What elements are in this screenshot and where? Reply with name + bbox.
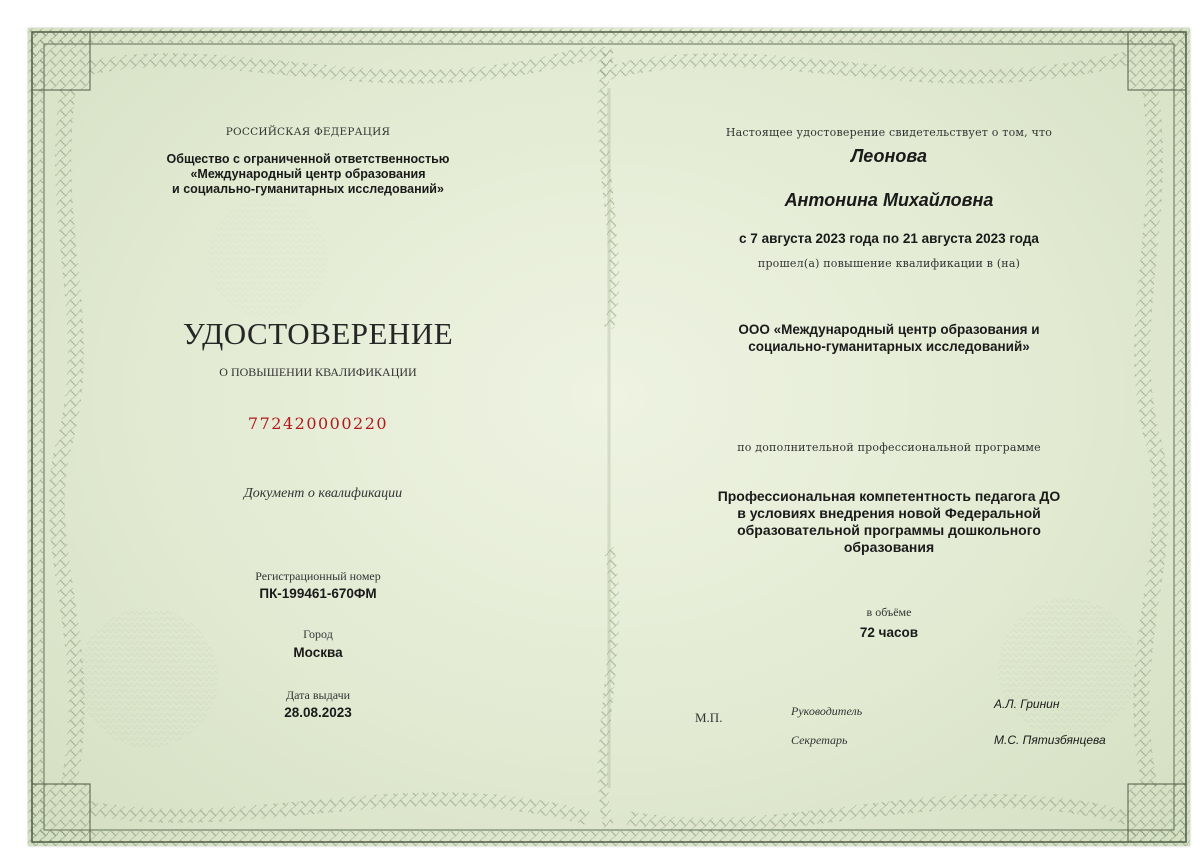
issue-date: 28.08.2023 bbox=[284, 705, 352, 720]
holder-given-names: Антонина Михайловна bbox=[784, 190, 994, 210]
document-type: Документ о квалификации bbox=[243, 486, 403, 501]
volume-label: в объёме bbox=[866, 605, 912, 619]
issuer-organization bbox=[108, 152, 508, 197]
city-label: Город bbox=[303, 627, 333, 641]
serial-number: 772420000220 bbox=[247, 414, 389, 433]
stamp-placeholder: М.П. bbox=[695, 710, 723, 725]
registration-label: Регистрационный номер bbox=[255, 569, 381, 583]
program-line: образования bbox=[843, 539, 935, 555]
country-name: РОССИЙСКАЯ ФЕДЕРАЦИЯ bbox=[225, 126, 391, 138]
program-line: Профессиональная компетентность педагога ДО bbox=[717, 488, 1061, 504]
issuer-line: «Международный центр образования bbox=[190, 167, 426, 181]
program-line: образовательной программы дошкольного bbox=[737, 522, 1041, 538]
certificate-sheet bbox=[28, 28, 1190, 846]
registration-number: ПК-199461-670ФМ bbox=[259, 586, 377, 601]
secretary-signature-label: Секретарь bbox=[791, 733, 848, 747]
intro-text: Настоящее удостоверение свидетельствует о том, что bbox=[725, 126, 1053, 139]
volume-value: 72 часов bbox=[859, 625, 919, 640]
head-signature-label: Руководитель bbox=[791, 704, 863, 718]
city-value: Москва bbox=[293, 645, 343, 660]
passed-text: прошел(а) повышение квалификации в (на) bbox=[757, 257, 1021, 270]
holder-surname: Леонова bbox=[850, 146, 928, 166]
training-org-line: ООО «Международный центр образования и bbox=[738, 322, 1040, 337]
program-title bbox=[639, 488, 1139, 556]
secretary-name: М.С. Пятизбянцева bbox=[994, 733, 1106, 747]
head-name: А.Л. Гринин bbox=[994, 697, 1060, 711]
document-title: УДОСТОВЕРЕНИЕ bbox=[182, 316, 454, 351]
right-page bbox=[609, 28, 1190, 846]
issue-date-label: Дата выдачи bbox=[285, 688, 351, 702]
training-period: с 7 августа 2023 года по 21 августа 2023 года bbox=[739, 231, 1039, 246]
program-line: в условиях внедрения новой Федеральной bbox=[737, 505, 1041, 521]
document-subtitle: О ПОВЫШЕНИИ КВАЛИФИКАЦИИ bbox=[219, 365, 417, 379]
training-organization bbox=[669, 321, 1109, 355]
issuer-line: и социально-гуманитарных исследований» bbox=[172, 182, 444, 196]
program-label: по дополнительной профессиональной программе bbox=[737, 441, 1041, 454]
left-page bbox=[28, 28, 609, 846]
training-org-line: социально-гуманитарных исследований» bbox=[748, 339, 1030, 354]
issuer-line: Общество с ограниченной ответственностью bbox=[166, 152, 450, 166]
